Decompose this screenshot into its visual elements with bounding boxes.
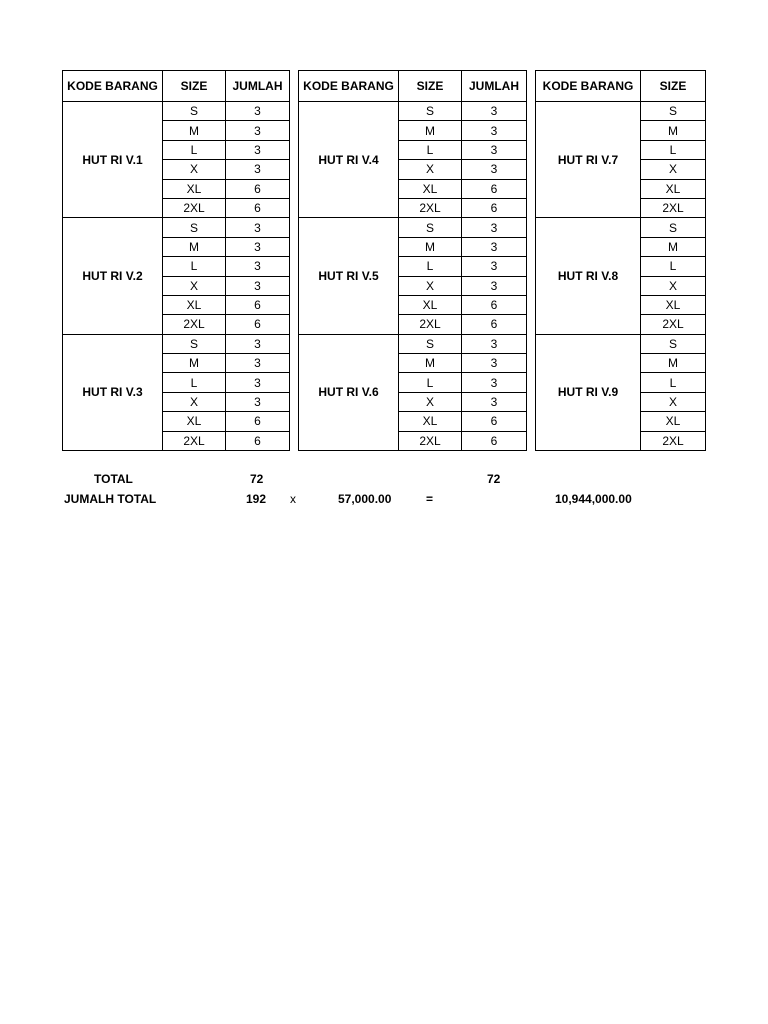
size-cell: S (641, 102, 706, 121)
quantity-cell: 3 (462, 334, 527, 353)
quantity-cell: 6 (462, 412, 527, 431)
table-row (299, 218, 527, 237)
size-cell: XL (163, 179, 226, 198)
table-row (536, 218, 706, 237)
table-row (299, 102, 527, 121)
size-cell: X (641, 276, 706, 295)
quantity-cell: 3 (226, 160, 290, 179)
size-cell: 2XL (163, 198, 226, 217)
equals-sign: = (426, 492, 434, 506)
size-cell: M (163, 237, 226, 256)
grand-total-qty: 192 (246, 492, 267, 506)
quantity-cell: 3 (462, 257, 527, 276)
quantity-cell: 3 (226, 334, 290, 353)
quantity-cell: 3 (462, 102, 527, 121)
size-cell: M (163, 354, 226, 373)
order-table-3 (535, 70, 706, 451)
total-value-1: 72 (250, 472, 264, 486)
size-cell: XL (163, 412, 226, 431)
quantity-cell: 3 (462, 160, 527, 179)
size-cell: S (163, 334, 226, 353)
size-cell: L (163, 257, 226, 276)
quantity-cell: 3 (462, 218, 527, 237)
quantity-cell: 6 (462, 179, 527, 198)
size-cell: M (399, 354, 462, 373)
size-cell: L (399, 373, 462, 392)
size-cell: M (399, 121, 462, 140)
size-cell: 2XL (399, 431, 462, 450)
size-cell: L (399, 257, 462, 276)
table-row (299, 334, 527, 353)
item-code: HUT RI V.8 (536, 218, 641, 334)
item-code: HUT RI V.3 (63, 334, 163, 450)
header-code: KODE BARANG (299, 71, 399, 102)
size-cell: XL (641, 295, 706, 314)
header-code: KODE BARANG (536, 71, 641, 102)
size-cell: X (163, 392, 226, 411)
size-cell: L (641, 257, 706, 276)
quantity-cell: 3 (226, 237, 290, 256)
quantity-cell: 3 (462, 121, 527, 140)
quantity-cell: 3 (226, 121, 290, 140)
size-cell: X (163, 276, 226, 295)
quantity-cell: 3 (462, 276, 527, 295)
quantity-cell: 3 (226, 102, 290, 121)
quantity-cell: 6 (226, 412, 290, 431)
quantity-cell: 3 (462, 354, 527, 373)
item-code: HUT RI V.4 (299, 102, 399, 218)
size-cell: S (163, 218, 226, 237)
header-row (299, 71, 527, 102)
quantity-cell: 3 (226, 354, 290, 373)
quantity-cell: 6 (226, 431, 290, 450)
size-cell: L (163, 140, 226, 159)
size-cell: L (641, 373, 706, 392)
unit-price: 57,000.00 (338, 492, 392, 506)
size-cell: M (641, 354, 706, 373)
size-cell: XL (399, 295, 462, 314)
size-cell: S (641, 218, 706, 237)
item-code: HUT RI V.5 (299, 218, 399, 334)
size-cell: 2XL (163, 431, 226, 450)
size-cell: X (641, 160, 706, 179)
quantity-cell: 3 (226, 218, 290, 237)
item-code: HUT RI V.9 (536, 334, 641, 450)
size-cell: S (641, 334, 706, 353)
item-code: HUT RI V.7 (536, 102, 641, 218)
size-cell: M (399, 237, 462, 256)
size-cell: XL (641, 179, 706, 198)
order-table-2 (298, 70, 527, 451)
size-cell: S (399, 102, 462, 121)
quantity-cell: 6 (226, 179, 290, 198)
size-cell: X (399, 276, 462, 295)
quantity-cell: 6 (462, 431, 527, 450)
quantity-cell: 3 (226, 140, 290, 159)
size-cell: M (641, 121, 706, 140)
size-cell: XL (399, 179, 462, 198)
size-cell: 2XL (641, 431, 706, 450)
total-value-2: 72 (487, 472, 501, 486)
size-cell: X (399, 160, 462, 179)
item-code: HUT RI V.1 (63, 102, 163, 218)
grand-total-amount: 10,944,000.00 (555, 492, 632, 506)
header-size: SIZE (641, 71, 706, 102)
header-row (63, 71, 290, 102)
table-row (63, 102, 290, 121)
table-row (63, 218, 290, 237)
header-size: SIZE (399, 71, 462, 102)
table-row (63, 334, 290, 353)
item-code: HUT RI V.2 (63, 218, 163, 334)
size-cell: X (399, 392, 462, 411)
item-code: HUT RI V.6 (299, 334, 399, 450)
quantity-cell: 3 (462, 373, 527, 392)
size-cell: M (641, 237, 706, 256)
size-cell: S (399, 334, 462, 353)
header-qty: JUMLAH (462, 71, 527, 102)
size-cell: 2XL (641, 198, 706, 217)
size-cell: XL (641, 412, 706, 431)
quantity-cell: 6 (226, 315, 290, 334)
quantity-cell: 6 (462, 198, 527, 217)
quantity-cell: 3 (462, 237, 527, 256)
size-cell: S (399, 218, 462, 237)
quantity-cell: 3 (462, 392, 527, 411)
order-table-1 (62, 70, 290, 451)
quantity-cell: 3 (226, 257, 290, 276)
header-size: SIZE (163, 71, 226, 102)
total-label: TOTAL (94, 472, 133, 486)
header-row (536, 71, 706, 102)
size-cell: M (163, 121, 226, 140)
size-cell: XL (163, 295, 226, 314)
size-cell: L (399, 140, 462, 159)
size-cell: 2XL (163, 315, 226, 334)
quantity-cell: 6 (462, 315, 527, 334)
quantity-cell: 3 (226, 373, 290, 392)
table-row (536, 102, 706, 121)
table-row (536, 334, 706, 353)
quantity-cell: 3 (462, 140, 527, 159)
grand-total-label: JUMALH TOTAL (64, 492, 157, 506)
size-cell: X (163, 160, 226, 179)
size-cell: L (163, 373, 226, 392)
size-cell: L (641, 140, 706, 159)
header-code: KODE BARANG (63, 71, 163, 102)
quantity-cell: 3 (226, 276, 290, 295)
header-qty: JUMLAH (226, 71, 290, 102)
size-cell: 2XL (399, 198, 462, 217)
size-cell: 2XL (399, 315, 462, 334)
size-cell: X (641, 392, 706, 411)
size-cell: 2XL (641, 315, 706, 334)
quantity-cell: 6 (462, 295, 527, 314)
size-cell: S (163, 102, 226, 121)
size-cell: XL (399, 412, 462, 431)
quantity-cell: 3 (226, 392, 290, 411)
multiply-sign: x (290, 492, 296, 506)
quantity-cell: 6 (226, 295, 290, 314)
quantity-cell: 6 (226, 198, 290, 217)
